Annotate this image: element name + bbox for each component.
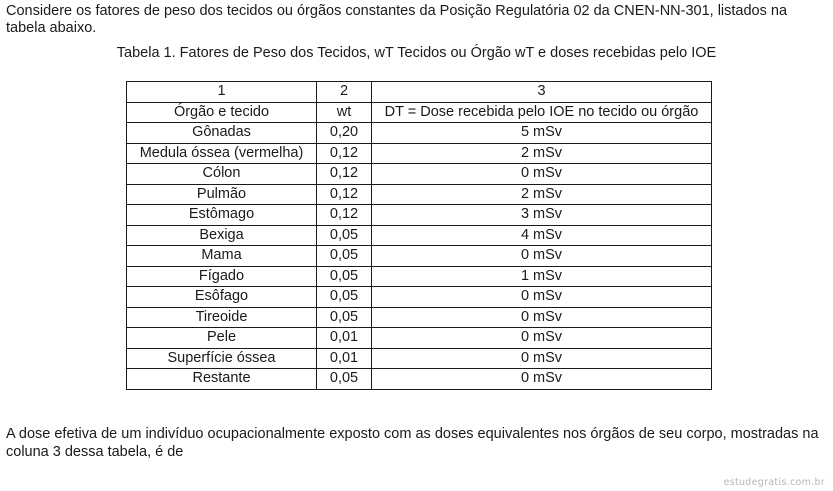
column-number-2: 2 [317,82,372,103]
dose-cell: 0 mSv [372,348,712,369]
wt-cell: 0,12 [317,184,372,205]
column-number-row [127,82,712,103]
wt-cell: 0,05 [317,287,372,308]
dose-cell: 0 mSv [372,328,712,349]
wt-cell: 0,05 [317,307,372,328]
table-body [127,82,712,390]
table-row [127,328,712,349]
organ-cell: Tireoide [127,307,317,328]
organ-cell: Estômago [127,205,317,226]
table-row [127,143,712,164]
wt-cell: 0,12 [317,143,372,164]
dose-cell: 1 mSv [372,266,712,287]
dose-cell: 0 mSv [372,246,712,267]
dose-cell: 3 mSv [372,205,712,226]
organ-cell: Gônadas [127,123,317,144]
wt-cell: 0,12 [317,205,372,226]
table-row [127,348,712,369]
question-text: A dose efetiva de um indivíduo ocupacionalmente exposto com as doses equivalentes nos órgãos de seu corpo, mostradas na coluna 3 dessa tabela, é de [6,426,819,460]
table-row [127,225,712,246]
organ-cell: Pele [127,328,317,349]
organ-cell: Mama [127,246,317,267]
table-row [127,205,712,226]
table-row [127,369,712,390]
dose-cell: 0 mSv [372,307,712,328]
table-caption: Tabela 1. Fatores de Peso dos Tecidos, wT Tecidos ou Órgão wT e doses recebidas pelo IOE [116,45,717,61]
organ-cell: Fígado [127,266,317,287]
wt-cell: 0,20 [317,123,372,144]
header-dose: DT = Dose recebida pelo IOE no tecido ou órgão [372,102,712,123]
header-row [127,102,712,123]
organ-cell: Medula óssea (vermelha) [127,143,317,164]
column-number-3: 3 [372,82,712,103]
site-watermark: estudegratis.com.br [723,477,825,488]
header-organ: Órgão e tecido [127,102,317,123]
dose-cell: 5 mSv [372,123,712,144]
intro-text: Considere os fatores de peso dos tecidos ou órgãos constantes da Posição Regulatória 02 da CNEN-NN-301, listados na tabela abaixo. [6,3,788,36]
organ-cell: Cólon [127,164,317,185]
table-row [127,184,712,205]
table-row [127,123,712,144]
wt-cell: 0,05 [317,225,372,246]
table-row [127,164,712,185]
dose-cell: 0 mSv [372,369,712,390]
table-row [127,266,712,287]
tissue-weight-table [126,81,712,390]
organ-cell: Bexiga [127,225,317,246]
table-row [127,287,712,308]
dose-cell: 0 mSv [372,164,712,185]
wt-cell: 0,01 [317,328,372,349]
wt-cell: 0,05 [317,369,372,390]
dose-cell: 2 mSv [372,143,712,164]
dose-cell: 4 mSv [372,225,712,246]
organ-cell: Restante [127,369,317,390]
organ-cell: Superfície óssea [127,348,317,369]
wt-cell: 0,12 [317,164,372,185]
organ-cell: Esôfago [127,287,317,308]
column-number-1: 1 [127,82,317,103]
dose-cell: 2 mSv [372,184,712,205]
organ-cell: Pulmão [127,184,317,205]
table-row [127,307,712,328]
header-wt: wt [317,102,372,123]
wt-cell: 0,01 [317,348,372,369]
table-row [127,246,712,267]
wt-cell: 0,05 [317,266,372,287]
dose-cell: 0 mSv [372,287,712,308]
wt-cell: 0,05 [317,246,372,267]
